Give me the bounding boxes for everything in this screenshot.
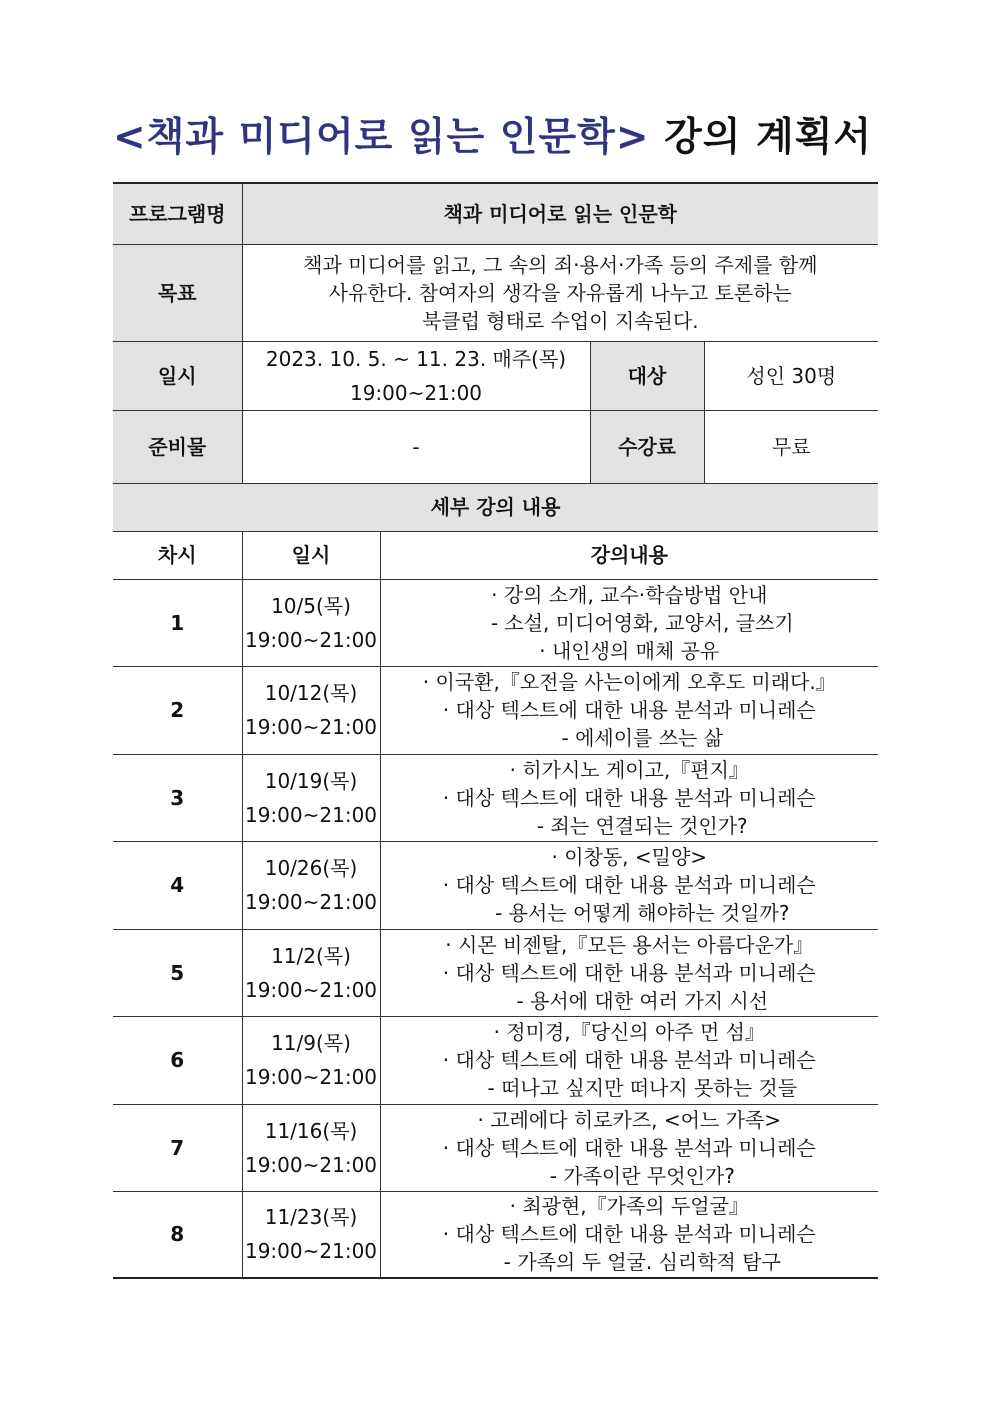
content-line: · 이국환,『오전을 사는이에게 오후도 미래다.』	[422, 670, 836, 694]
session-date: 10/12(목)	[264, 681, 358, 705]
session-datetime	[242, 754, 380, 841]
fee-label: 수강료	[590, 410, 704, 483]
session-date: 10/26(목)	[264, 856, 358, 880]
session-content	[380, 1191, 878, 1278]
session-datetime	[242, 841, 380, 929]
session-time: 19:00~21:00	[244, 1152, 378, 1177]
session-content	[380, 666, 878, 754]
schedule-time: 19:00~21:00	[349, 380, 483, 405]
content-line: · 이창동, <밀양>	[551, 845, 708, 869]
session-date: 11/2(목)	[271, 943, 351, 968]
materials-label: 준비물	[113, 410, 242, 483]
session-number: 4	[113, 841, 242, 929]
goal-line: 책과 미디어를 읽고, 그 속의 죄·용서·가족 등의 주제를 함께	[303, 252, 818, 277]
detail-header: 세부 강의 내용	[113, 483, 878, 531]
goal-row	[113, 244, 878, 341]
session-content	[380, 754, 878, 841]
session-time: 19:00~21:00	[244, 1239, 378, 1264]
goal-label: 목표	[113, 244, 242, 341]
content-line: · 대상 텍스트에 대한 내용 분석과 미니레슨	[442, 1222, 816, 1247]
materials-row	[113, 410, 878, 483]
session-datetime	[242, 1191, 380, 1278]
goal-text	[242, 244, 878, 341]
column-datetime: 일시	[242, 531, 380, 579]
detail-header-row	[113, 483, 878, 531]
content-line: · 대상 텍스트에 대한 내용 분석과 미니레슨	[442, 785, 816, 810]
content-subline: - 가족의 두 얼굴. 심리학적 탐구	[503, 1250, 781, 1275]
session-number: 2	[113, 666, 242, 754]
session-row	[113, 841, 878, 929]
content-line: · 대상 텍스트에 대한 내용 분석과 미니레슨	[442, 960, 816, 985]
session-datetime	[242, 929, 380, 1016]
session-date: 11/9(목)	[271, 1031, 351, 1055]
program-value: 책과 미디어로 읽는 인문학	[242, 183, 878, 244]
session-time: 19:00~21:00	[244, 715, 378, 739]
session-date: 11/16(목)	[264, 1118, 358, 1143]
session-date: 10/5(목)	[271, 593, 351, 618]
schedule-row	[113, 341, 878, 410]
session-row	[113, 1191, 878, 1278]
content-line: · 대상 텍스트에 대한 내용 분석과 미니레슨	[442, 698, 816, 722]
session-number: 8	[113, 1191, 242, 1278]
schedule-date: 2023. 10. 5. ~ 11. 23. 매주(목)	[265, 346, 567, 371]
content-line: · 정미경,『당신의 아주 먼 섬』	[493, 1020, 765, 1044]
target-label: 대상	[590, 341, 704, 410]
session-row	[113, 579, 878, 666]
content-subline: - 에세이를 쓰는 삶	[561, 726, 724, 750]
session-content	[380, 579, 878, 666]
content-line: · 최광현,『가족의 두얼굴』	[509, 1194, 749, 1219]
content-line: · 내인생의 매체 공유	[539, 638, 720, 663]
fee-value: 무료	[704, 410, 878, 483]
title-course-name: <책과 미디어로 읽는 인문학>	[113, 115, 650, 160]
column-header-row	[113, 531, 878, 579]
document-title	[113, 108, 878, 168]
session-datetime	[242, 1104, 380, 1191]
title-suffix: 강의 계획서	[664, 115, 873, 160]
session-number: 3	[113, 754, 242, 841]
content-subline: - 용서는 어떻게 해야하는 것일까?	[495, 901, 790, 925]
content-line: · 히가시노 게이고,『편지』	[509, 757, 749, 782]
schedule-label: 일시	[113, 341, 242, 410]
content-line: · 강의 소개, 교수·학습방법 안내	[491, 582, 768, 607]
column-content: 강의내용	[380, 531, 878, 579]
session-time: 19:00~21:00	[244, 977, 378, 1002]
schedule-value	[242, 341, 590, 410]
session-content	[380, 929, 878, 1016]
session-time: 19:00~21:00	[244, 890, 378, 914]
session-date: 10/19(목)	[264, 768, 358, 793]
session-content	[380, 1016, 878, 1104]
session-row	[113, 929, 878, 1016]
column-session: 차시	[113, 531, 242, 579]
content-line: · 대상 텍스트에 대한 내용 분석과 미니레슨	[442, 1048, 816, 1072]
session-date: 11/23(목)	[264, 1205, 358, 1230]
session-content	[380, 841, 878, 929]
session-row	[113, 1104, 878, 1191]
session-row	[113, 1016, 878, 1104]
plan-table	[113, 182, 878, 1279]
target-value: 성인 30명	[704, 341, 878, 410]
session-content	[380, 1104, 878, 1191]
session-time: 19:00~21:00	[244, 627, 378, 652]
content-line: · 고레에다 히로카즈, <어느 가족>	[477, 1107, 782, 1132]
goal-line: 북클럽 형태로 수업이 지속된다.	[421, 308, 699, 333]
session-datetime	[242, 666, 380, 754]
content-subline: - 용서에 대한 여러 가지 시선	[516, 988, 769, 1013]
content-line: · 대상 텍스트에 대한 내용 분석과 미니레슨	[442, 873, 816, 897]
program-label: 프로그램명	[113, 183, 242, 244]
session-number: 7	[113, 1104, 242, 1191]
session-time: 19:00~21:00	[244, 802, 378, 827]
session-datetime	[242, 579, 380, 666]
session-datetime	[242, 1016, 380, 1104]
materials-value: -	[242, 410, 590, 483]
goal-line: 사유한다. 참여자의 생각을 자유롭게 나누고 토론하는	[328, 280, 792, 305]
content-subline: - 소설, 미디어영화, 교양서, 글쓰기	[490, 610, 794, 635]
session-number: 1	[113, 579, 242, 666]
content-line: · 대상 텍스트에 대한 내용 분석과 미니레슨	[442, 1135, 816, 1160]
session-row	[113, 754, 878, 841]
content-subline: - 가족이란 무엇인가?	[549, 1163, 735, 1188]
session-number: 5	[113, 929, 242, 1016]
session-time: 19:00~21:00	[244, 1065, 378, 1089]
content-line: · 시몬 비젠탈,『모든 용서는 아름다운가』	[445, 932, 814, 957]
content-subline: - 죄는 연결되는 것인가?	[536, 813, 748, 838]
program-row	[113, 183, 878, 244]
session-number: 6	[113, 1016, 242, 1104]
session-row	[113, 666, 878, 754]
content-subline: - 떠나고 싶지만 떠나지 못하는 것들	[487, 1076, 798, 1100]
